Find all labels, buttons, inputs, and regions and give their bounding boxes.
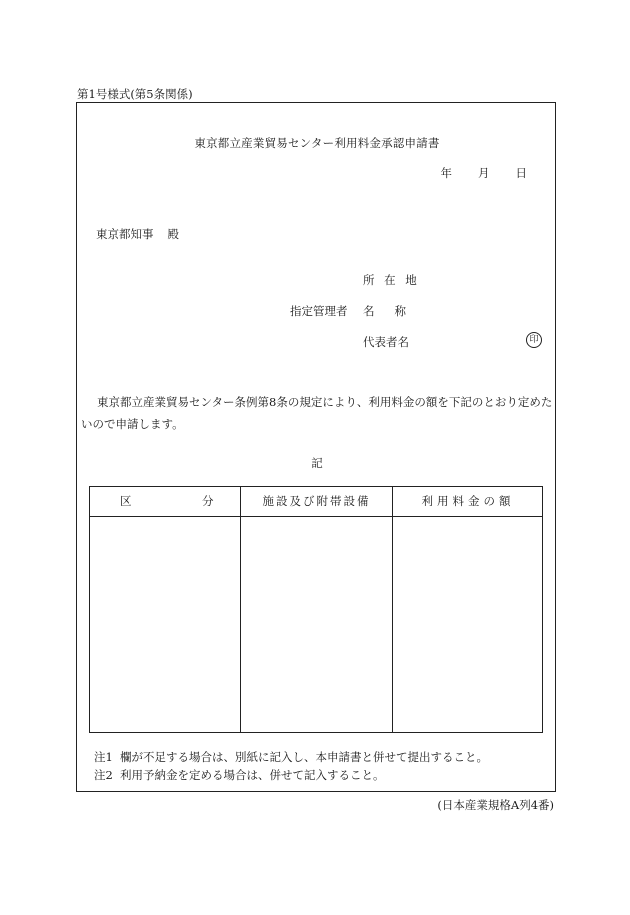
- request-statement: 東京都立産業貿易センター条例第8条の規定により、利用料金の額を下記のとおり定めたいので申請します。: [81, 395, 553, 431]
- date-day-label: 日: [515, 166, 527, 180]
- category-cell[interactable]: [90, 517, 240, 733]
- date-year-label: 年: [440, 166, 452, 180]
- facility-cell[interactable]: [241, 517, 392, 733]
- form-title: 東京都立産業貿易センター利用料金承認申請書: [194, 136, 440, 150]
- header-category-char-1: 区: [120, 494, 132, 508]
- representative-label: 代表者名: [363, 335, 409, 349]
- seal-mark: 印: [526, 332, 542, 348]
- note-1-label: 注1: [94, 750, 113, 764]
- name-label-char-2: 称: [394, 304, 406, 318]
- designated-manager-label: 指定管理者: [290, 304, 348, 318]
- date-month-label: 月: [478, 166, 490, 180]
- fee-cell[interactable]: [393, 517, 543, 733]
- fee-table: [89, 486, 543, 733]
- header-category-char-2: 分: [202, 494, 214, 508]
- form-number-label: 第1号様式(第5条関係): [77, 87, 193, 101]
- note-2-label: 注2: [94, 768, 113, 782]
- addressee-honorific: 殿: [167, 227, 179, 241]
- ki-heading: 記: [311, 456, 323, 470]
- application-form: [76, 102, 556, 792]
- note-1: [94, 749, 488, 765]
- header-fee: 利用料金の額: [421, 494, 515, 508]
- applicant-block: [77, 103, 557, 363]
- header-category: [90, 487, 240, 516]
- note-2-text: 利用予納金を定める場合は、併せて記入すること。: [120, 768, 385, 782]
- addressee-name: 東京都知事: [96, 227, 154, 241]
- note-2: [94, 767, 385, 783]
- header-facility: 施設及び附帯設備: [262, 494, 371, 508]
- name-label-char-1: 名: [363, 304, 375, 318]
- location-label: 所 在 地: [363, 273, 420, 287]
- paper-size-note: (日本産業規格A列4番): [437, 798, 554, 812]
- name-label: [363, 303, 406, 319]
- note-1-text: 欄が不足する場合は、別紙に記入し、本申請書と併せて提出すること。: [120, 750, 488, 764]
